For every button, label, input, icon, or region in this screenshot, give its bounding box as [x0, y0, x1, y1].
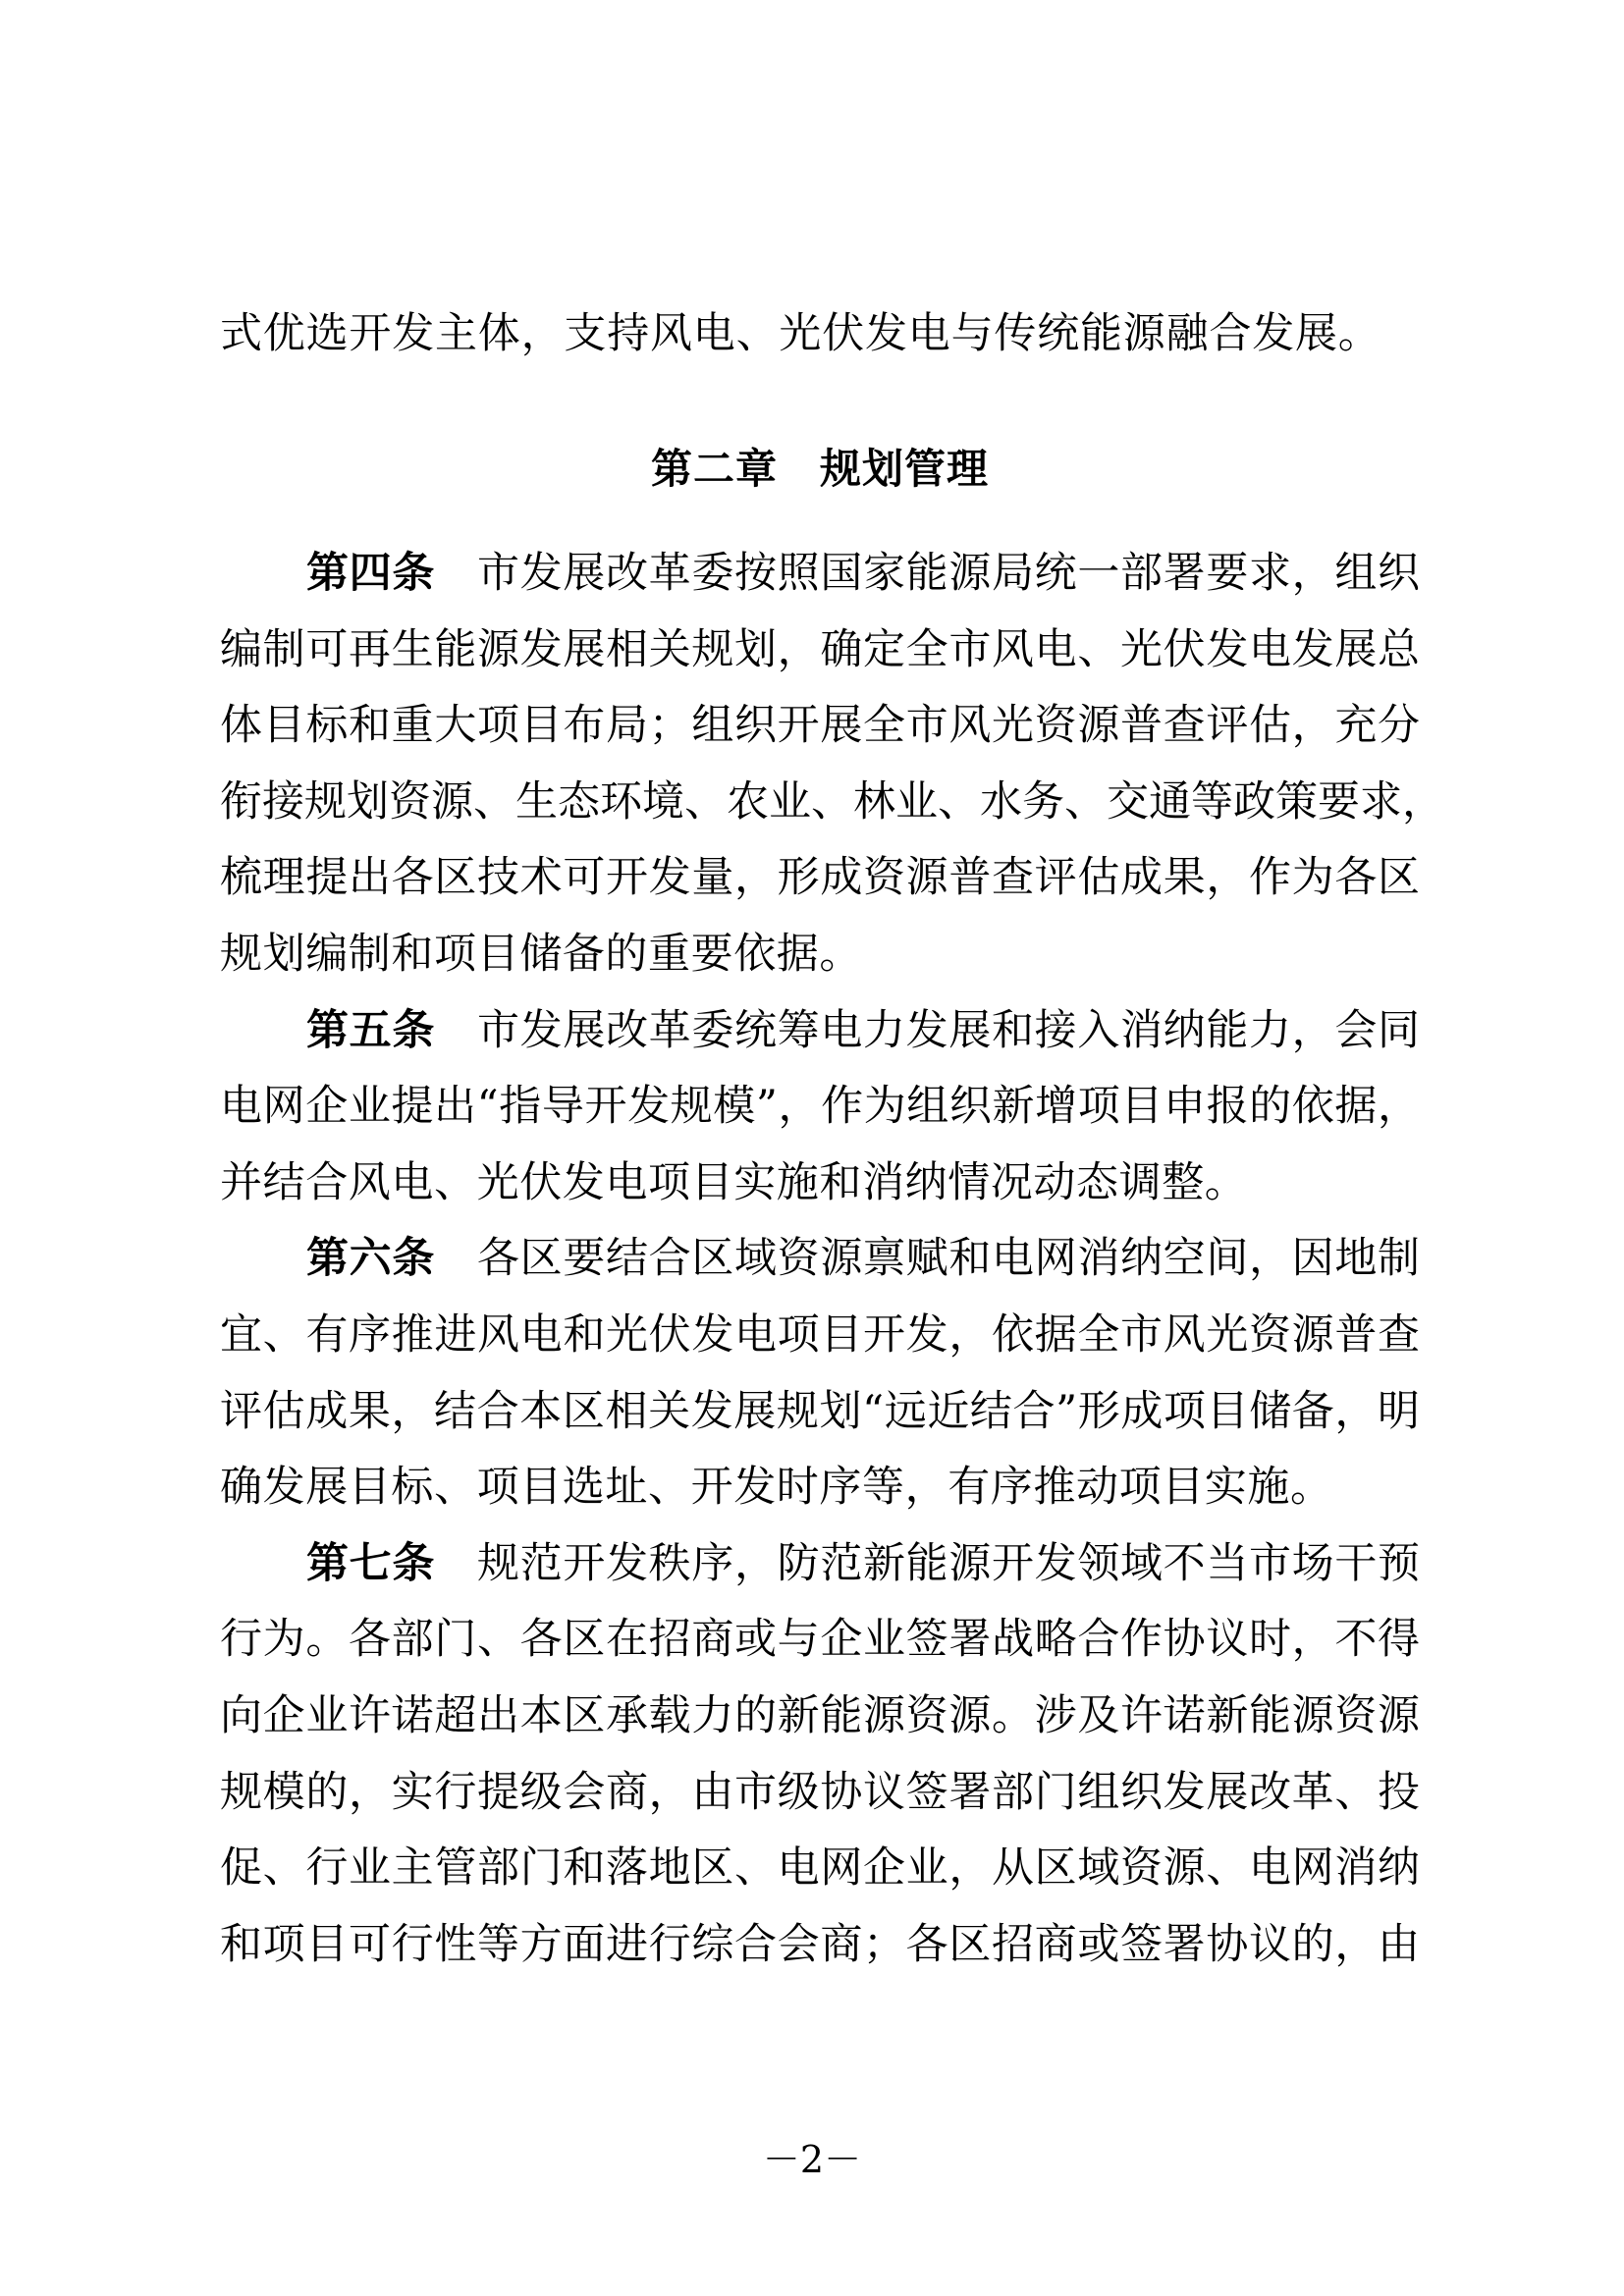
paragraph-line: 衔接规划资源、生态环境、农业、林业、水务、交通等政策要求， — [220, 776, 1444, 827]
continued-paragraph-line: 式优选开发主体，支持风电、光伏发电与传统能源融合发展。 — [220, 309, 1381, 358]
paragraph-line: 规模的，实行提级会商，由市级协议签署部门组织发展改革、投 — [220, 1767, 1420, 1817]
paragraph-line: 评估成果，结合本区相关发展规划“远近结合”形成项目储备，明 — [220, 1386, 1420, 1436]
article-label: 第四条 — [306, 549, 435, 598]
paragraph-first-line — [220, 1526, 1420, 1603]
article-text: 规范开发秩序，防范新能源开发领域不当市场干预 — [477, 1538, 1420, 1588]
paragraph-line: 行为。各部门、各区在招商或与企业签署战略合作协议时，不得 — [220, 1615, 1420, 1665]
paragraph-line: 编制可再生能源发展相关规划，确定全市风电、光伏发电发展总 — [220, 624, 1420, 674]
article-text: 市发展改革委统筹电力发展和接入消纳能力，会同 — [477, 1005, 1420, 1055]
article-paragraph — [220, 1221, 1420, 1525]
paragraph-line: 并结合风电、光伏发电项目实施和消纳情况动态调整。 — [220, 1157, 1248, 1207]
paragraph-first-line — [220, 536, 1420, 613]
paragraph-line: 体目标和重大项目布局；组织开展全市风光资源普查评估，充分 — [220, 701, 1420, 751]
paragraph-line: 向企业许诺超出本区承载力的新能源资源。涉及许诺新能源资源 — [220, 1690, 1420, 1740]
article-label: 第七条 — [306, 1538, 435, 1588]
paragraph-line: 宜、有序推进风电和光伏发电项目开发，依据全市风光资源普查 — [220, 1309, 1420, 1360]
article-label: 第五条 — [306, 1005, 435, 1055]
article-paragraph — [220, 1526, 1420, 1984]
paragraph-first-line — [220, 1221, 1420, 1298]
article-paragraph — [220, 536, 1444, 993]
paragraph-line: 和项目可行性等方面进行综合会商；各区招商或签署协议的，由 — [220, 1919, 1420, 1969]
article-paragraph — [220, 993, 1420, 1222]
paragraph-line: 规划编制和项目储备的重要依据。 — [220, 929, 862, 979]
chapter-heading: 第二章 规划管理 — [650, 445, 989, 493]
article-label: 第六条 — [306, 1234, 435, 1284]
article-text: 各区要结合区域资源禀赋和电网消纳空间，因地制 — [477, 1234, 1420, 1284]
paragraph-first-line — [220, 993, 1420, 1070]
paragraph-line: 促、行业主管部门和落地区、电网企业，从区域资源、电网消纳 — [220, 1843, 1420, 1894]
paragraph-line: 电网企业提出“指导开发规模”，作为组织新增项目申报的依据， — [220, 1082, 1420, 1132]
paragraph-line: 确发展目标、项目选址、开发时序等，有序推动项目实施。 — [220, 1463, 1333, 1513]
article-text: 市发展改革委按照国家能源局统一部署要求，组织 — [477, 549, 1420, 598]
page-number: －2－ — [762, 2138, 862, 2181]
document-body — [220, 300, 1444, 1983]
paragraph-line: 梳理提出各区技术可开发量，形成资源普查评估成果，作为各区 — [220, 853, 1420, 903]
